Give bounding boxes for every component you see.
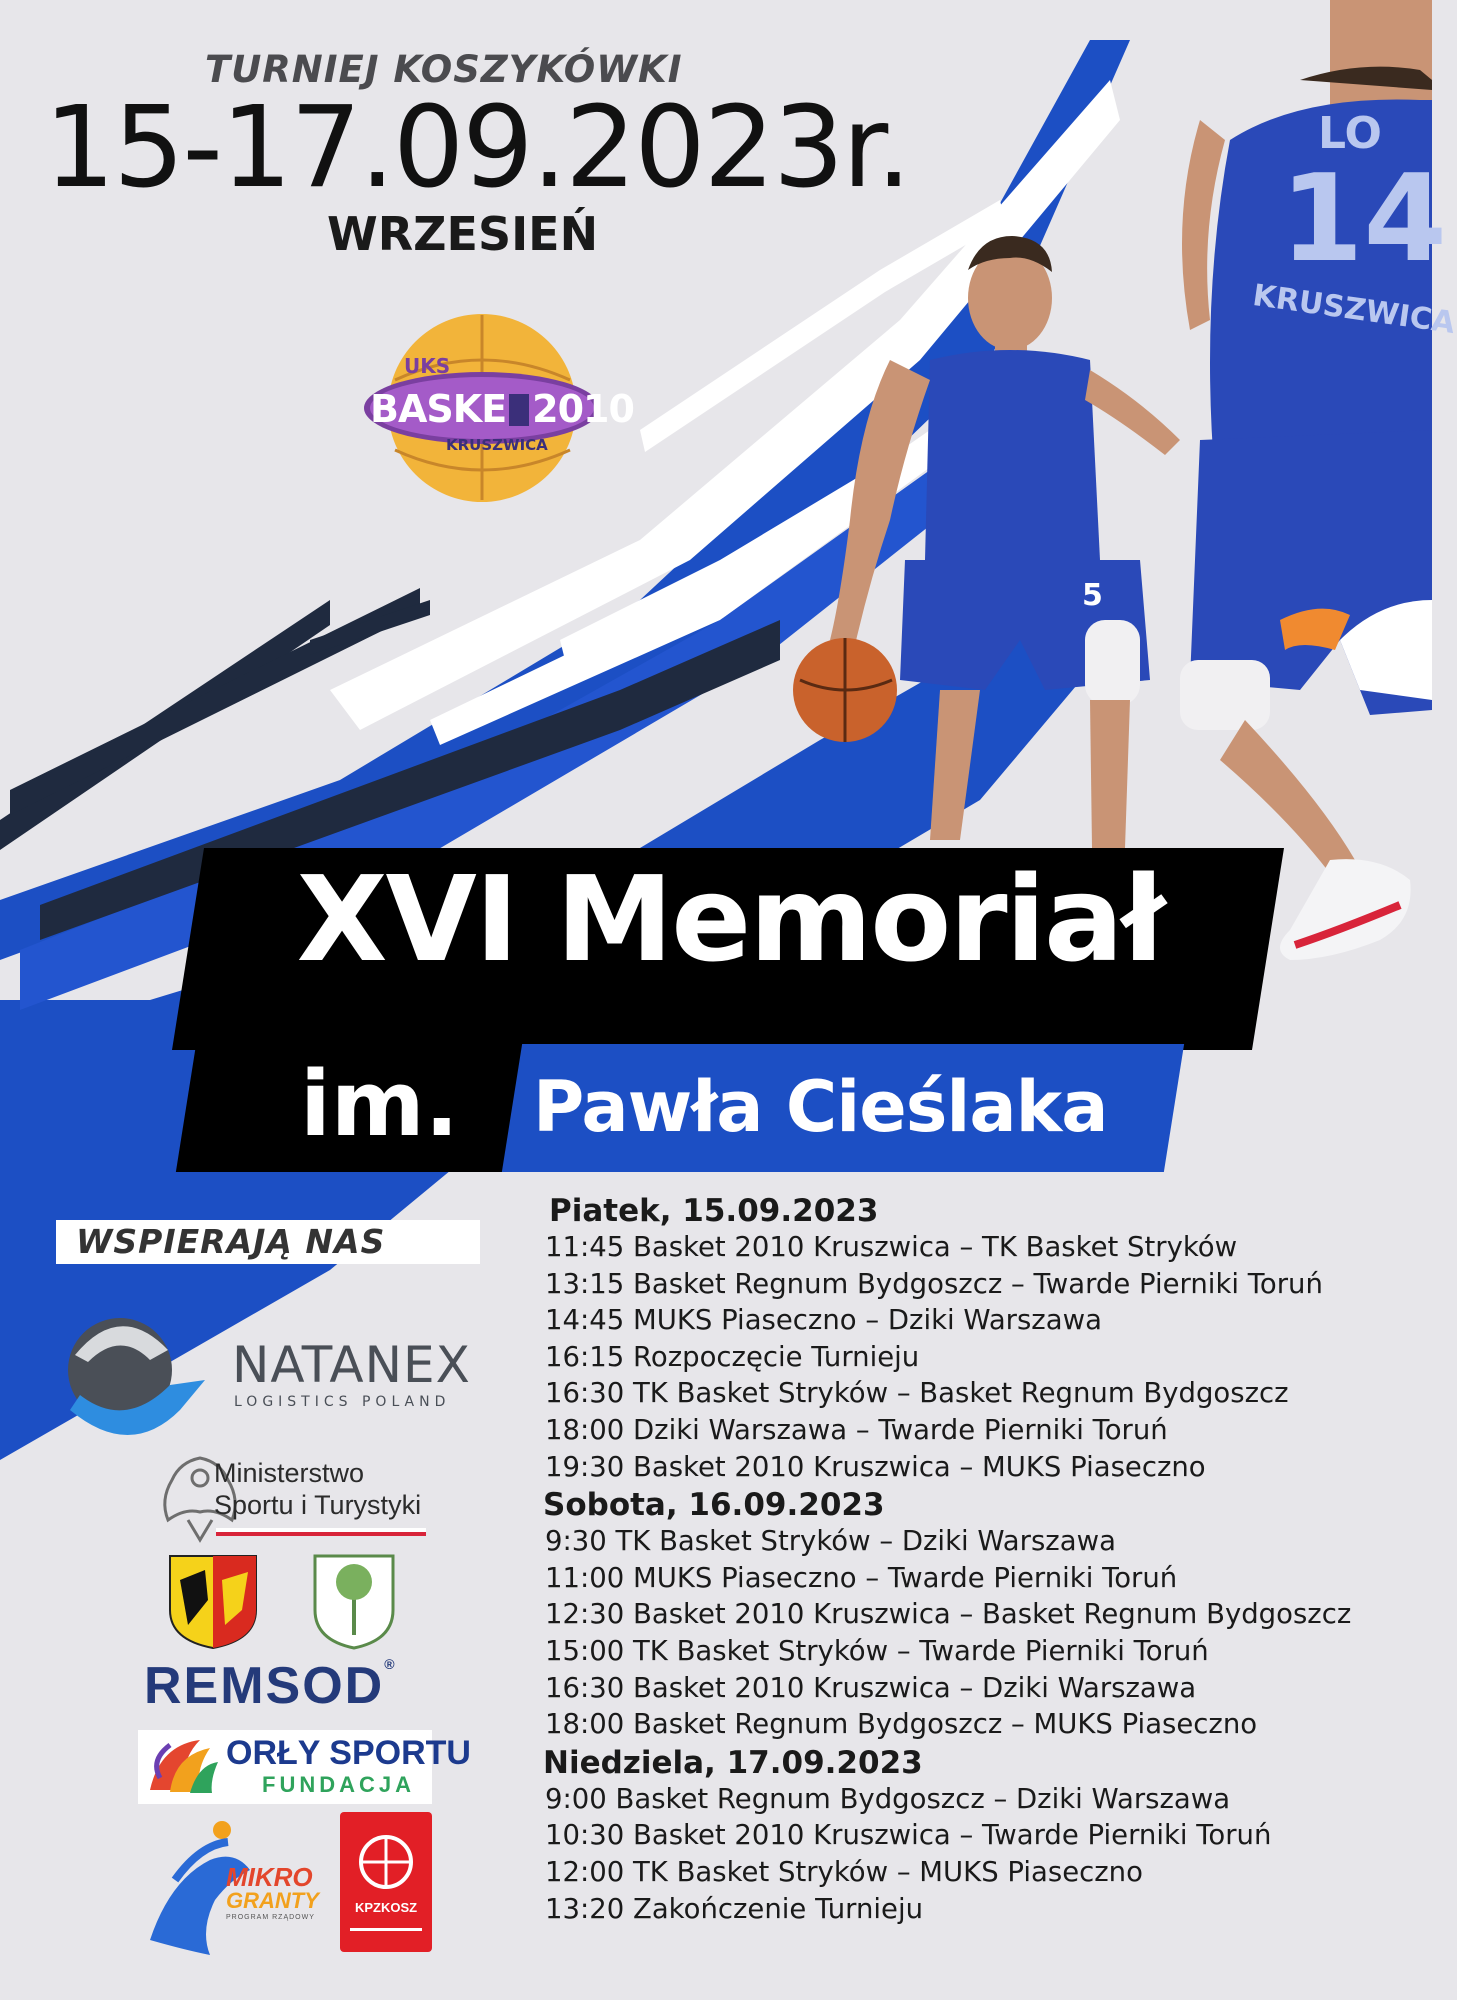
tournament-subtitle: TURNIEJ KOSZYKÓWKI [205, 48, 683, 91]
mikro-granty-line2: GRANTY [226, 1888, 319, 1913]
club-logo-name [370, 387, 634, 431]
match-item: 11:45 Basket 2010 Kruszwica – TK Basket Stryków [545, 1231, 1238, 1263]
natanex-logo-text: NATANEX [232, 1336, 471, 1394]
match-schedule [545, 1191, 1425, 1927]
kpzkosz-logo-graphic [340, 1812, 432, 1952]
match-item: 9:00 Basket Regnum Bydgoszcz – Dziki Warszawa [545, 1782, 1231, 1815]
tournament-month: WRZESIEŃ [327, 207, 599, 261]
mikro-granty-line3: PROGRAM RZĄDOWY [226, 1914, 315, 1921]
orly-sportu-line1: ORŁY SPORTU [226, 1734, 471, 1772]
jersey-name: KRUSZWICA [1250, 278, 1457, 341]
day-heading: Piatek, 15.09.2023 [549, 1193, 879, 1229]
ministry-line2: Sportu i Turystyki [214, 1490, 422, 1520]
sponsors-heading: WSPIERAJĄ NAS [76, 1222, 386, 1261]
club-logo-town: KRUSZWICA [446, 436, 548, 454]
coat-of-arms-icon [170, 1556, 256, 1648]
match-item: 13:15 Basket Regnum Bydgoszcz – Twarde Pierniki Toruń [545, 1267, 1323, 1300]
town-crest-icon [315, 1556, 393, 1648]
tower-icon [509, 394, 529, 426]
match-item: 15:00 TK Basket Stryków – Twarde Pierniki Toruń [545, 1634, 1209, 1667]
club-logo-baske: BASKE [370, 387, 507, 431]
match-item: 18:00 Dziki Warszawa – Twarde Pierniki Toruń [545, 1413, 1168, 1446]
schedule-day [545, 1487, 1425, 1743]
tournament-date: 15-17.09.2023r. [44, 83, 910, 213]
registered-mark-icon: ® [384, 1656, 397, 1672]
match-item: 11:00 MUKS Piaseczno – Twarde Pierniki Toruń [545, 1561, 1178, 1594]
match-item: 10:30 Basket 2010 Kruszwica – Twarde Pierniki Toruń [545, 1819, 1272, 1852]
natanex-logo-subtext: LOGISTICS POLAND [234, 1394, 451, 1410]
jersey-letters: LO [1318, 108, 1382, 159]
match-item: 9:30 TK Basket Stryków – Dziki Warszawa [545, 1525, 1116, 1558]
club-logo-uks: UKS [404, 354, 451, 378]
shorts-number: 5 [1082, 578, 1103, 613]
schedule-day [545, 1745, 1425, 1927]
memorial-title: XVI Memoriał [296, 850, 1164, 988]
player-back-image [1180, 0, 1432, 960]
remsod-logo [144, 1656, 397, 1716]
match-item: 14:45 MUKS Piaseczno – Dziki Warszawa [545, 1304, 1102, 1337]
orly-sportu-line2: FUNDACJA [262, 1772, 415, 1797]
day-heading: Niedziela, 17.09.2023 [543, 1744, 923, 1781]
mikro-granty-line1: MIKRO [226, 1862, 313, 1892]
match-item: 12:30 Basket 2010 Kruszwica – Basket Regnum Bydgoszcz [545, 1598, 1352, 1631]
match-item: 16:30 TK Basket Stryków – Basket Regnum Bydgoszcz [545, 1377, 1289, 1410]
kpzkosz-logo-text: KPZKOSZ [354, 1900, 418, 1915]
day-heading: Sobota, 16.09.2023 [543, 1487, 885, 1524]
match-item: 13:20 Zakończenie Turnieju [545, 1892, 924, 1925]
ministry-line1: Ministerstwo [214, 1458, 365, 1488]
match-item: 19:30 Basket 2010 Kruszwica – MUKS Piaseczno [545, 1450, 1206, 1483]
match-item: 16:30 Basket 2010 Kruszwica – Dziki Warszawa [545, 1671, 1197, 1704]
memorial-im: im. [300, 1052, 459, 1157]
match-item: 18:00 Basket Regnum Bydgoszcz – MUKS Piaseczno [545, 1708, 1258, 1741]
club-logo-year: 2010 [532, 387, 634, 431]
jersey-number: 14 [1280, 150, 1447, 289]
match-item: 16:15 Rozpoczęcie Turnieju [545, 1340, 920, 1373]
memorial-name: Pawła Cieślaka [533, 1066, 1108, 1148]
schedule-day [545, 1193, 1425, 1485]
match-item: 12:00 TK Basket Stryków – MUKS Piaseczno [545, 1855, 1143, 1888]
remsod-logo-text: REMSOD [144, 1657, 385, 1715]
ministry-flag-line [216, 1532, 426, 1536]
